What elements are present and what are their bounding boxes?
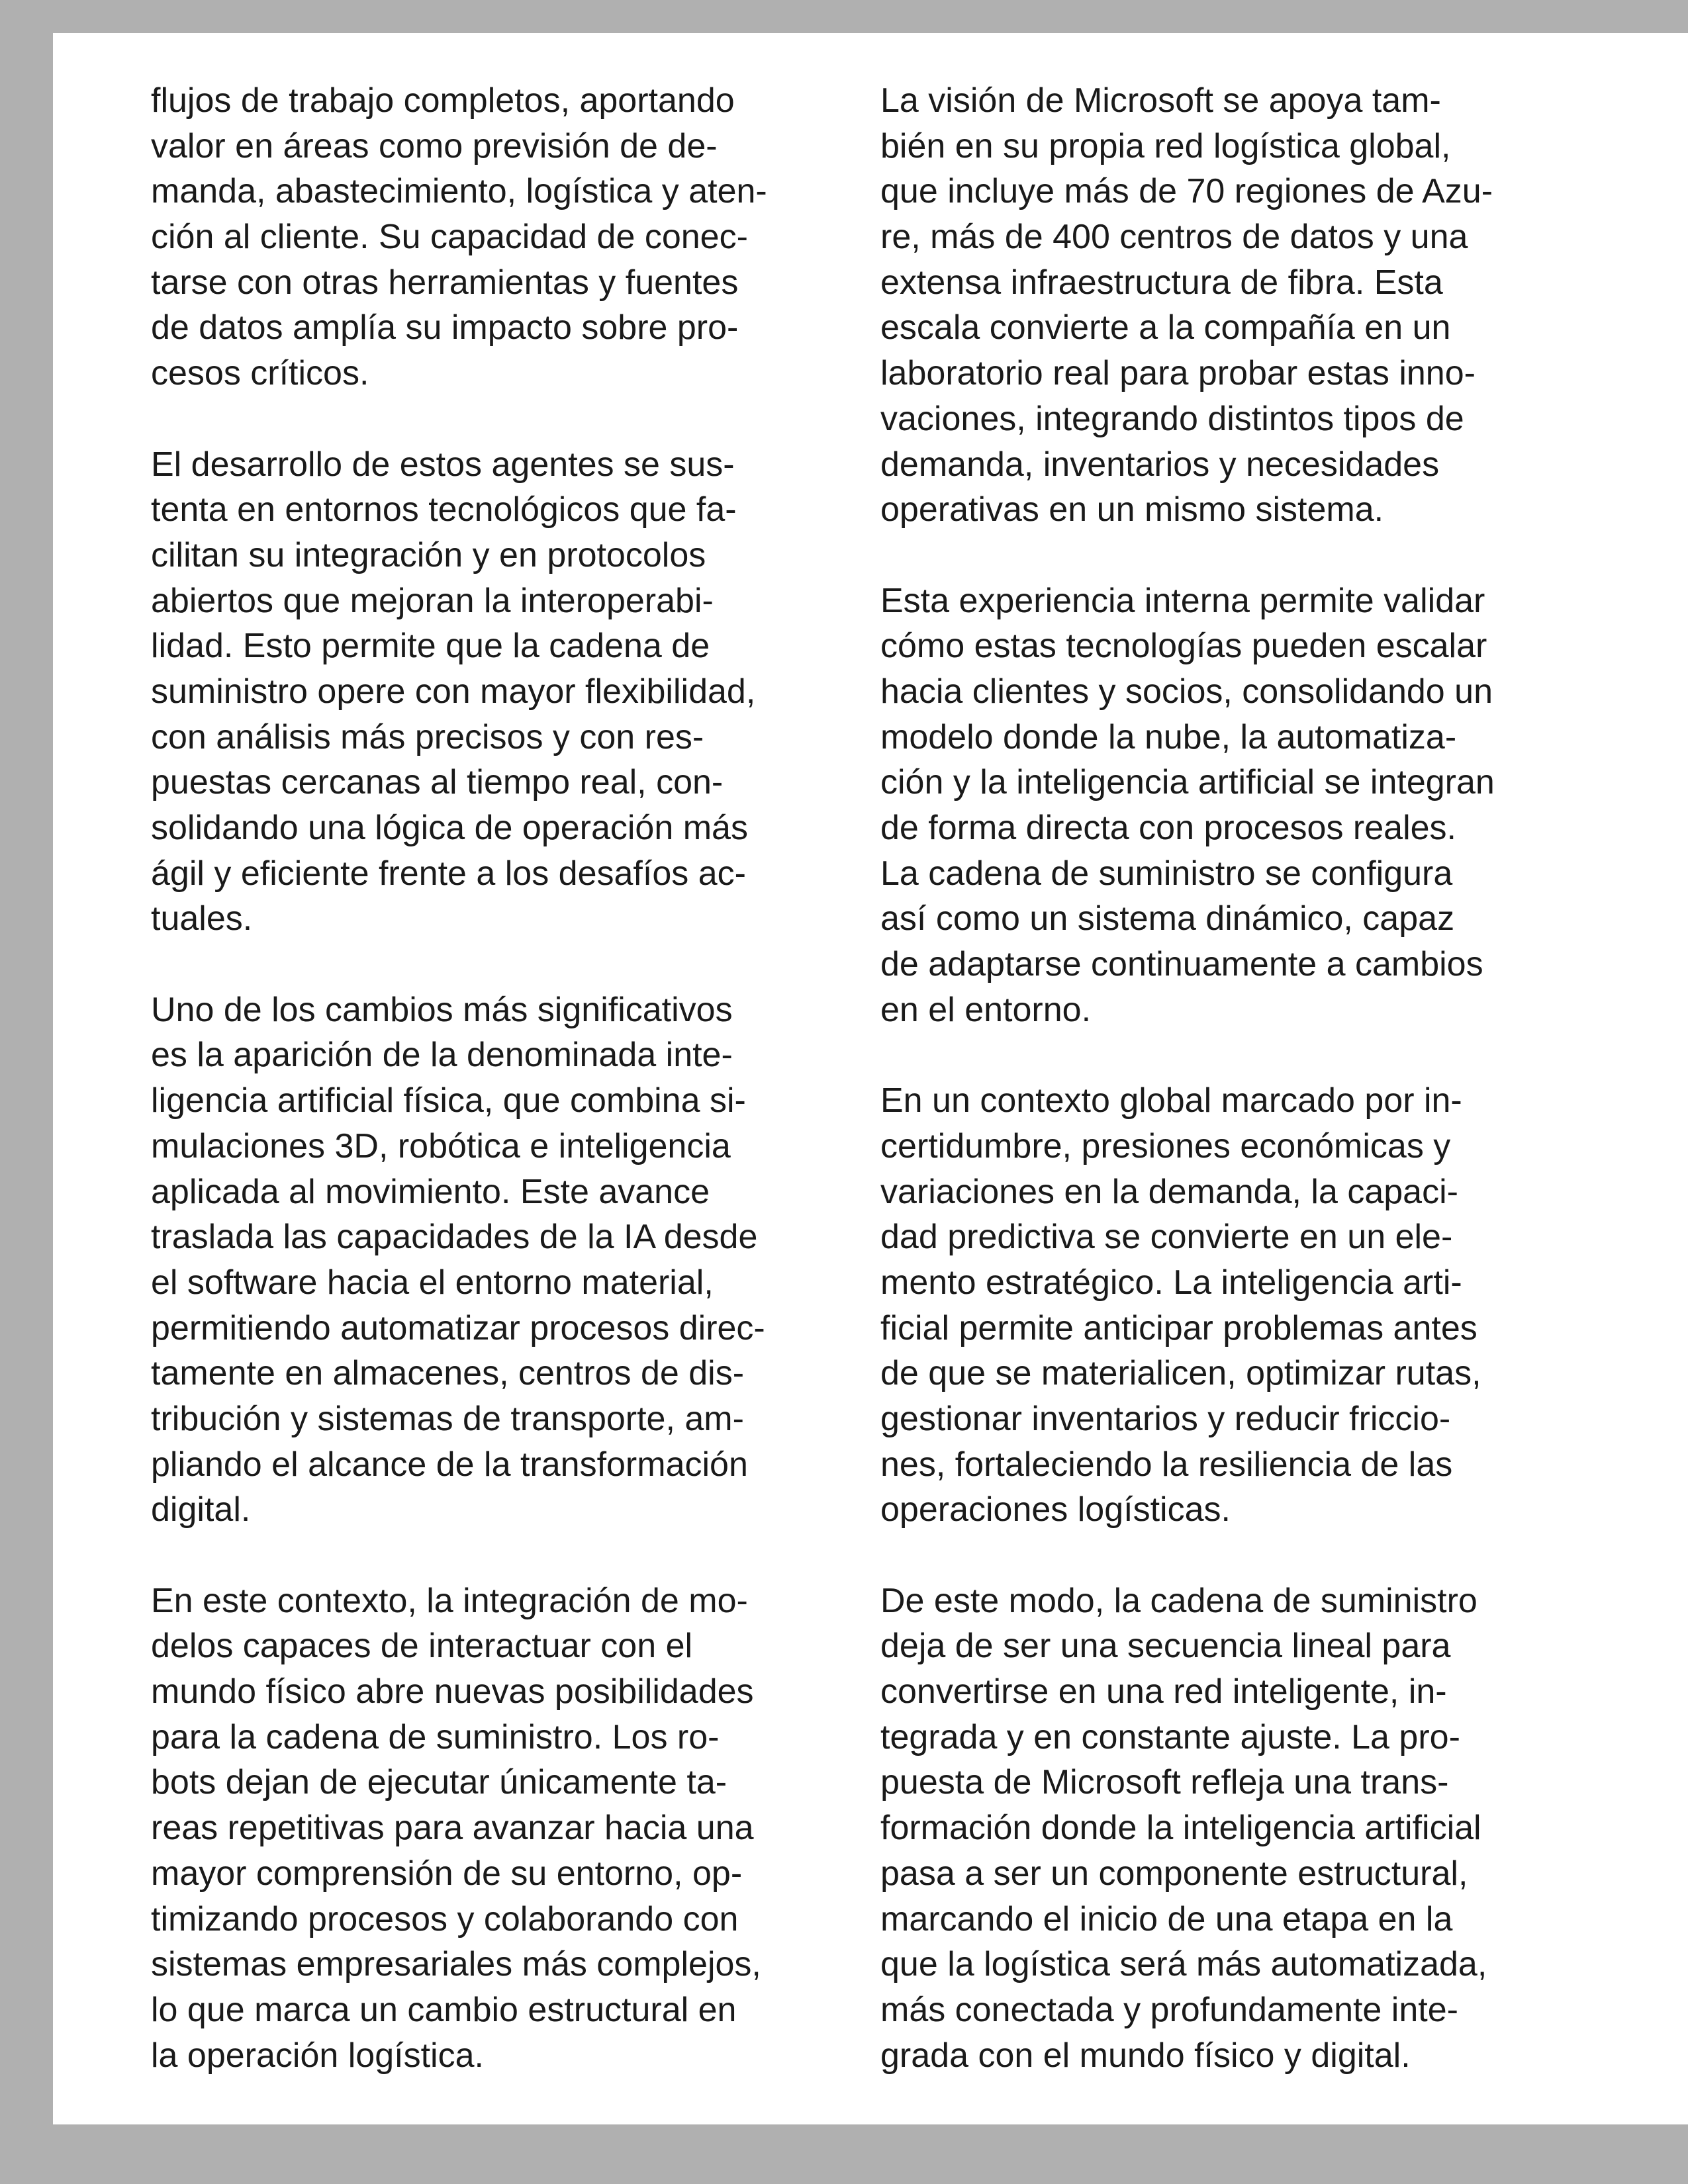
text-line: cilitan su integración y en protocolos	[151, 535, 706, 574]
text-line: la operación logística.	[151, 2036, 484, 2075]
text-line: tribución y sistemas de transporte, am-	[151, 1399, 744, 1438]
paragraph	[880, 1578, 1495, 2079]
text-line: gestionar inventarios y reducir friccio-	[880, 1399, 1451, 1438]
text-line: cesos críticos.	[151, 354, 369, 393]
text-line: abiertos que mejoran la interoperabi-	[151, 581, 714, 620]
text-line: permitiendo automatizar procesos direc-	[151, 1308, 765, 1347]
text-line: valor en áreas como previsión de de-	[151, 126, 718, 165]
paragraph-gap	[151, 942, 767, 987]
paragraph-gap	[880, 1032, 1495, 1078]
paragraph	[151, 987, 767, 1533]
paragraph-gap	[880, 1533, 1495, 1578]
right-column	[880, 78, 1495, 2078]
text-line: hacia clientes y socios, consolidando un	[880, 672, 1493, 711]
text-line: lidad. Esto permite que la cadena de	[151, 627, 710, 666]
paragraph-gap	[151, 396, 767, 442]
text-line: manda, abastecimiento, logística y aten-	[151, 172, 767, 211]
text-line: re, más de 400 centros de datos y una	[880, 218, 1468, 257]
text-line: laboratorio real para probar estas inno-	[880, 354, 1476, 393]
text-line: vaciones, integrando distintos tipos de	[880, 399, 1464, 438]
text-line: tenta en entornos tecnológicos que fa-	[151, 490, 737, 529]
text-line: mulaciones 3D, robótica e inteligencia	[151, 1126, 731, 1165]
text-line: tamente en almacenes, centros de dis-	[151, 1354, 745, 1393]
text-line: solidando una lógica de operación más	[151, 809, 748, 847]
text-line: ción y la inteligencia artificial se integran	[880, 763, 1495, 802]
text-line: puestas cercanas al tiempo real, con-	[151, 763, 724, 802]
text-line: puesta de Microsoft refleja una trans-	[880, 1763, 1449, 1802]
text-line: El desarrollo de estos agentes se sus-	[151, 445, 735, 484]
text-line: mento estratégico. La inteligencia arti-	[880, 1263, 1462, 1302]
text-line: En un contexto global marcado por in-	[880, 1081, 1462, 1120]
text-line: tarse con otras herramientas y fuentes	[151, 263, 739, 302]
text-line: variaciones en la demanda, la capaci-	[880, 1172, 1458, 1211]
text-line: timizando procesos y colaborando con	[151, 1899, 739, 1938]
text-line: nes, fortaleciendo la resiliencia de las	[880, 1445, 1453, 1484]
text-line: deja de ser una secuencia lineal para	[880, 1627, 1451, 1666]
text-line: delos capaces de interactuar con el	[151, 1627, 693, 1666]
text-line: bién en su propia red logística global,	[880, 126, 1451, 165]
text-line: convertirse en una red inteligente, in-	[880, 1672, 1447, 1711]
text-line: ágil y eficiente frente a los desafíos ac-	[151, 854, 746, 893]
text-line: formación donde la inteligencia artificial	[880, 1809, 1481, 1848]
paragraph-gap	[880, 533, 1495, 578]
text-line: en el entorno.	[880, 990, 1092, 1029]
page-sheet	[53, 33, 1688, 2124]
text-line: Uno de los cambios más significativos	[151, 990, 733, 1029]
text-line: de adaptarse continuamente a cambios	[880, 945, 1483, 984]
paragraph	[151, 1578, 767, 2079]
text-line: grada con el mundo físico y digital.	[880, 2036, 1411, 2075]
text-line: extensa infraestructura de fibra. Esta	[880, 263, 1443, 302]
text-line: bots dejan de ejecutar únicamente ta-	[151, 1763, 727, 1802]
text-line: operaciones logísticas.	[880, 1490, 1231, 1529]
text-line: que incluye más de 70 regiones de Azu-	[880, 172, 1493, 211]
text-line: así como un sistema dinámico, capaz	[880, 899, 1455, 938]
text-line: el software hacia el entorno material,	[151, 1263, 714, 1302]
text-line: De este modo, la cadena de suministro	[880, 1581, 1477, 1620]
paragraph	[880, 78, 1495, 533]
left-column	[151, 78, 767, 2078]
paragraph	[880, 578, 1495, 1033]
text-line: sistemas empresariales más complejos,	[151, 1945, 761, 1984]
text-line: certidumbre, presiones económicas y	[880, 1126, 1451, 1165]
text-line: flujos de trabajo completos, aportando	[151, 81, 735, 120]
paragraph	[151, 78, 767, 396]
text-line: de forma directa con procesos reales.	[880, 809, 1456, 847]
text-line: que la logística será más automatizada,	[880, 1945, 1487, 1984]
text-line: dad predictiva se convierte en un ele-	[880, 1218, 1453, 1257]
text-line: pasa a ser un componente estructural,	[880, 1854, 1468, 1893]
text-line: pliando el alcance de la transformación	[151, 1445, 748, 1484]
text-line: ligencia artificial física, que combina si-	[151, 1081, 746, 1120]
text-line: cómo estas tecnologías pueden escalar	[880, 627, 1487, 666]
text-line: escala convierte a la compañía en un	[880, 308, 1451, 347]
text-line: tegrada y en constante ajuste. La pro-	[880, 1717, 1460, 1756]
text-line: demanda, inventarios y necesidades	[880, 445, 1440, 484]
text-line: La visión de Microsoft se apoya tam-	[880, 81, 1441, 120]
text-line: La cadena de suministro se configura	[880, 854, 1453, 893]
text-line: suministro opere con mayor flexibilidad,	[151, 672, 756, 711]
text-line: de que se materialicen, optimizar rutas,	[880, 1354, 1481, 1393]
text-line: ficial permite anticipar problemas antes	[880, 1308, 1477, 1347]
text-line: más conectada y profundamente inte-	[880, 1990, 1458, 2029]
text-line: mayor comprensión de su entorno, op-	[151, 1854, 743, 1893]
text-line: marcando el inicio de una etapa en la	[880, 1899, 1453, 1938]
text-line: modelo donde la nube, la automatiza-	[880, 717, 1457, 756]
text-line: operativas en un mismo sistema.	[880, 490, 1384, 529]
text-line: mundo físico abre nuevas posibilidades	[151, 1672, 754, 1711]
text-line: Esta experiencia interna permite validar	[880, 581, 1485, 620]
paragraph	[880, 1078, 1495, 1533]
text-line: es la aparición de la denominada inte-	[151, 1036, 733, 1075]
text-line: tuales.	[151, 899, 253, 938]
text-line: con análisis más precisos y con res-	[151, 717, 704, 756]
text-line: digital.	[151, 1490, 251, 1529]
text-line: traslada las capacidades de la IA desde	[151, 1218, 758, 1257]
paragraph-gap	[151, 1533, 767, 1578]
text-line: lo que marca un cambio estructural en	[151, 1990, 737, 2029]
text-line: ción al cliente. Su capacidad de conec-	[151, 218, 748, 257]
text-line: de datos amplía su impacto sobre pro-	[151, 308, 739, 347]
text-line: En este contexto, la integración de mo-	[151, 1581, 748, 1620]
text-line: aplicada al movimiento. Este avance	[151, 1172, 710, 1211]
text-line: para la cadena de suministro. Los ro-	[151, 1717, 720, 1756]
text-line: reas repetitivas para avanzar hacia una	[151, 1809, 754, 1848]
paragraph	[151, 442, 767, 942]
